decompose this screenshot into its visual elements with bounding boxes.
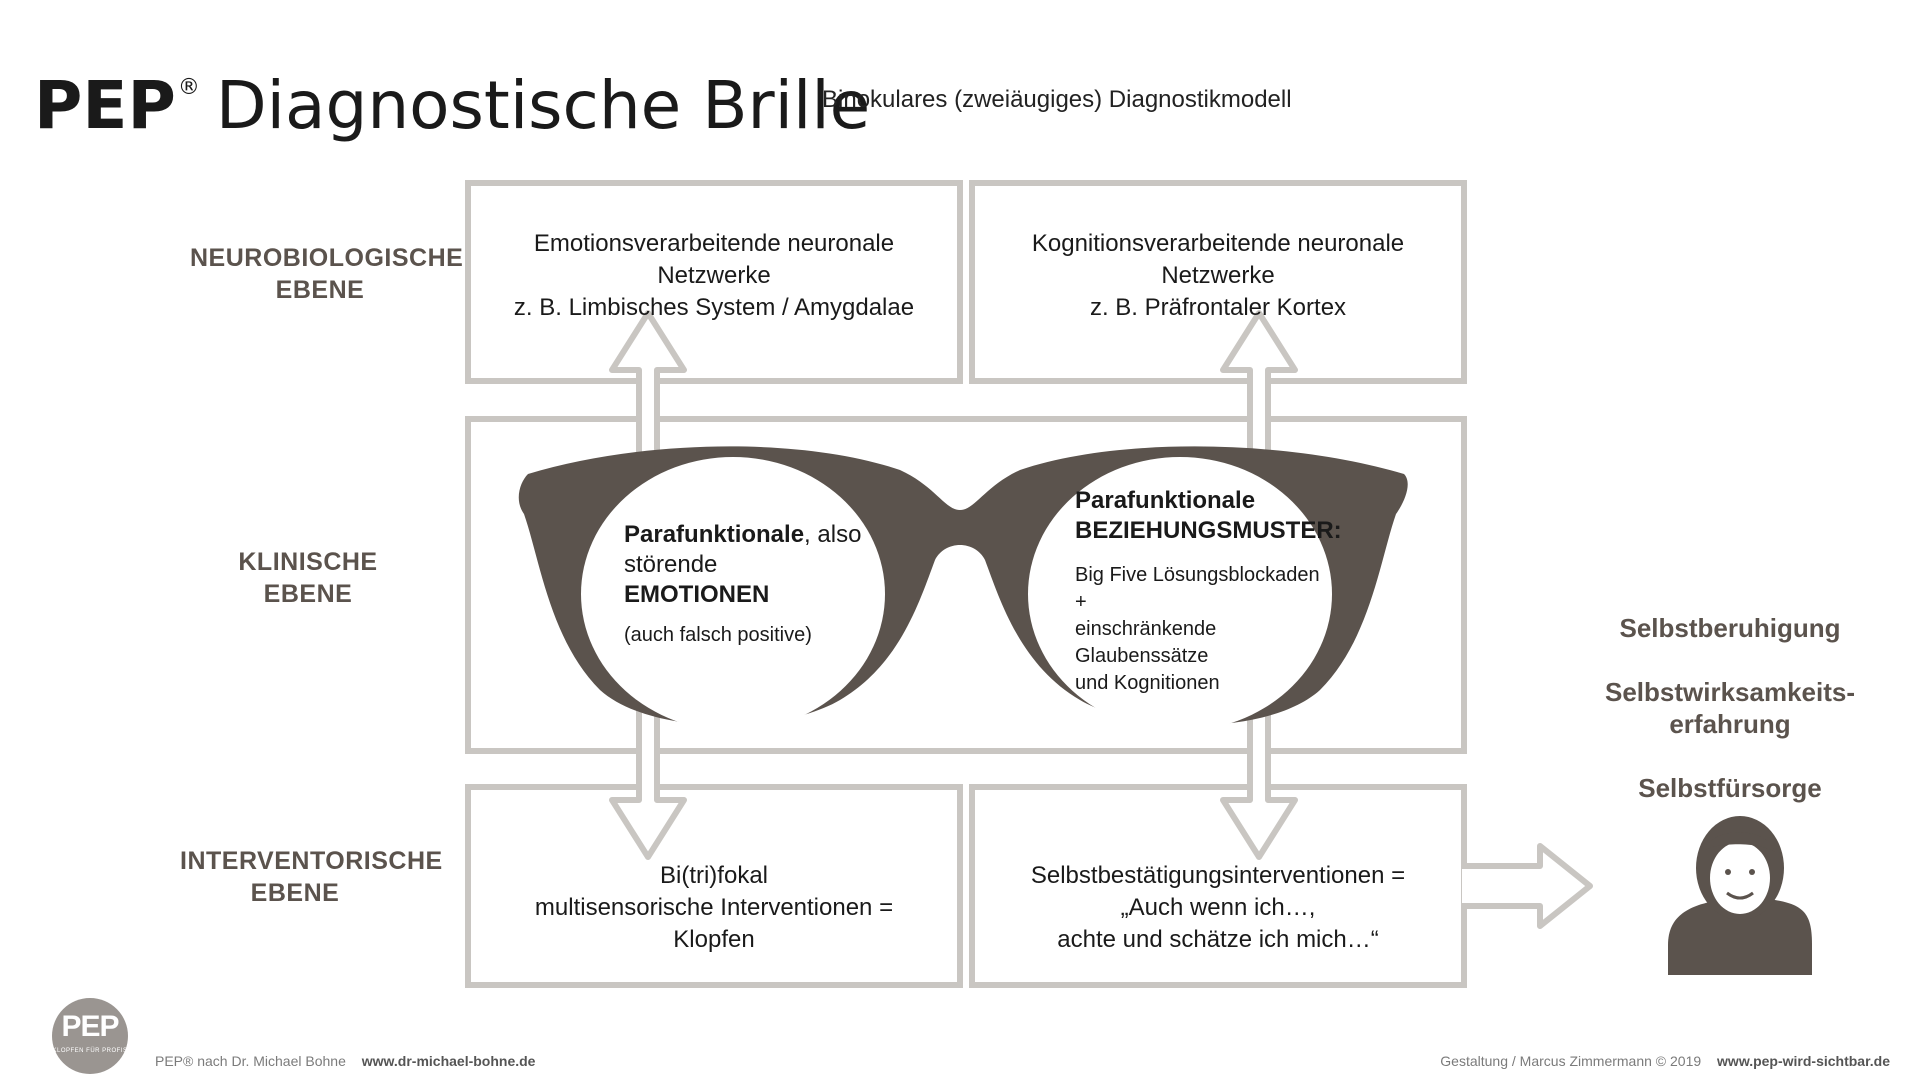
brand-name: PEP (34, 67, 176, 144)
level-neurobiological: NEUROBIOLOGISCHE EBENE (190, 244, 464, 304)
level-clinical: KLINISCHE EBENE (238, 548, 378, 608)
registered-mark: ® (177, 75, 200, 100)
box-bottom-right-text: Selbstbestätigungsinterventionen = „Auch wenn ich…, achte und schätze ich mich…“ (1030, 862, 1406, 953)
person-avatar-icon (1668, 816, 1812, 975)
footer-left: PEP® nach Dr. Michael Bohne www.dr-michael-bohne.de (155, 1053, 536, 1069)
outcome-self-efficacy: Selbstwirksamkeits- erfahrung (1604, 677, 1855, 739)
box-top-left-text: Emotionsverarbeitende neuronale Netzwerke z. B. Limbisches System / Amygdalae (513, 230, 915, 321)
arrow-right-icon (1462, 846, 1590, 926)
subtitle: Binokulares (zweiäugiges) Diagnostikmodell (822, 86, 1292, 113)
footer-left-link[interactable]: www.dr-michael-bohne.de (361, 1053, 536, 1069)
box-top-right-text: Kognitionsverarbeitende neuronale Netzwerke z. B. Präfrontaler Kortex (1031, 230, 1405, 321)
footer-right: Gestaltung / Marcus Zimmermann © 2019 www.pep-wird-sichtbar.de (1440, 1053, 1890, 1069)
box-bottom-left-text: Bi(tri)fokal multisensorische Interventionen = Klopfen (534, 862, 894, 953)
outcome-self-care: Selbstfürsorge (1638, 773, 1822, 803)
outcome-self-calming: Selbstberuhigung (1619, 613, 1841, 643)
lens-right-text: Parafunktionale BEZIEHUNGSMUSTER: Big Five Lösungsblockaden + einschränkende Glaubenssätze und Kognitionen (1075, 487, 1342, 694)
pep-logo: PEP KLOPFEN FÜR PROFIS (52, 998, 128, 1074)
title-text: Diagnostische Brille (215, 67, 871, 144)
level-interventional: INTERVENTORISCHE EBENE (180, 847, 443, 907)
footer-right-link[interactable]: www.pep-wird-sichtbar.de (1717, 1053, 1890, 1069)
lens-left-text: Parafunktionale, also störende EMOTIONEN (auch falsch positive) (624, 521, 862, 646)
